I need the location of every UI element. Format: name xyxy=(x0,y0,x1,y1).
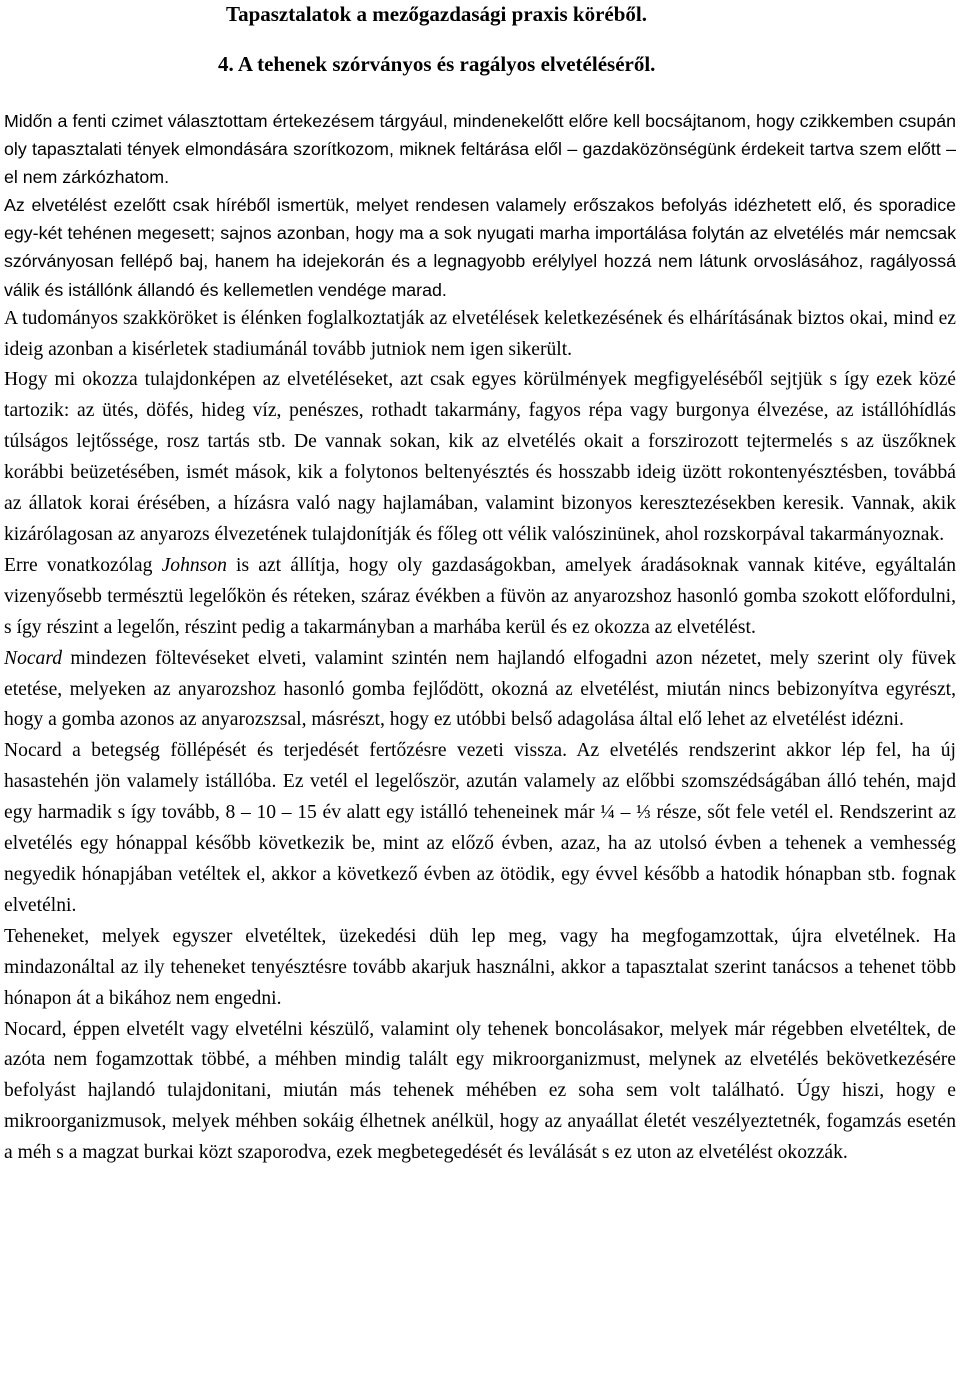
paragraph-6-rest: mindezen föltevéseket elveti, valamint szintén nem hajlandó elfogadni azon nézetet, mely szerint oly füvek etetése, melyeken az anyarozshoz hasonló gomba fejlődött, okozná az elvetélést, miután nincs bebizonyítva egyrészt, hogy a gomba azonos az anyarozszsal, másrészt, hogy ez utóbbi belső adagolása által elő lehet az elvetélést idézni. xyxy=(4,647,956,731)
paragraph-2: Az elvetélést ezelőtt csak híréből ismertük, melyet rendesen valamely erőszakos befolyás idézhetett elő, és sporadice egy-két tehénen megesett; sajnos azonban, hogy ma a sok nyugati marha importálása folytán az elvetélés már nemcsak szórványosan fellépő baj, hanem ha idejekorán és a legnagyobb erélylyel hozzá nem látunk orvoslásához, ragályossá válik és istállónk állandó és kellemetlen vendége marad. xyxy=(4,195,956,300)
paragraph-4: Hogy mi okozza tulajdonképen az elvetéléseket, azt csak egyes körülmények megfigyeléséből sejtjük s így ezek közé tartozik: az ütés, döfés, hideg víz, penészes, rothadt takarmány, fagyos répa vagy burgonya élvezése, az istállóhídlás túlságos lejtőssége, rosz tartás stb. De vannak sokan, kik az elvetélés okait a forszirozott tejtermelés s az üszőknek korábbi beüzetésében, ismét mások, kik a folytonos beltenyésztés és hosszabb ideig üzött rokontenyésztésben, továbbá az állatok korai érésében, a hízásra való nagy hajlamában, valamint bizonyos keresztezésekben keresik. Vannak, akik kizárólagosan az anyarozs élvezetének tulajdonítják és főleg ott vélik valószinünek, ahol rozskorpával takarmányoznak. xyxy=(4,369,956,545)
paragraph-5-rest: is azt állítja, hogy oly gazdaságokban, amelyek áradásoknak vannak kitéve, egyáltalán vizenyősebb természtü legelőkön és réteken, száraz évékben a füvön az anyarozshoz hasonló gomba szokott előfordulni, s így részint a legelőn, részint pedig a takarmányban a marhába kerül és ez okozza az elvetélést. xyxy=(4,554,956,638)
paragraph-9: Nocard, éppen elvetélt vagy elvetélni készülő, valamint oly tehenek boncolásakor, melyek már régebben elvetéltek, de azóta nem fogamzottak többé, a méhben mindig talált egy mikroorganizmust, melynek az elvetélés bekövetkezésére befolyást hajlandó tulajdonitani, miután más tehenek méhében ez soha sem volt található. Úgy hiszi, hogy e mikroorganizmusok, melyek méhben sokáig élhetnek anélkül, hogy az anyaállat életét veszélyeztetnék, fogamzás esetén a méh s a magzat burkai közt szaporodva, ezek megbetegedését és leválását s ez uton az elvetélést okozzák. xyxy=(4,1018,956,1164)
paragraph-1: Midőn a fenti czimet választottam értekezésem tárgyául, mindenekelőtt előre kell bocsájtanom, hogy czikkemben csupán oly tapasztalati tények elmondására szorítkozom, miknek feltárása elől – gazdaközönségünk érdekeit tartva szem előtt – el nem zárkózhatom. xyxy=(4,111,956,188)
paragraph-5 xyxy=(4,551,956,644)
paragraph-5-lead: Erre vonatkozólag xyxy=(4,554,162,576)
document-title: Tapasztalatok a mezőgazdasági praxis köréből. xyxy=(226,2,647,26)
paragraph-7: Nocard a betegség föllépését és terjedését fertőzésre vezeti vissza. Az elvetélés rendszerint akkor lép fel, ha új hasastehén jön valamely istállóba. Ez vetél el legelőször, azután valamely az előbbi szomszédságában álló tehén, majd egy harmadik s így tovább, 8 – 10 – 15 év alatt egy istálló teheneinek már ¼ – ⅓ része, sőt fele vetél el. Rendszerint az elvetélés egy hónappal később következik be, mint az előző évben, azaz, ha az utolsó évben a tehenek a vemhesség negyedik hónapjában vetéltek el, akkor a következő évben az ötödik, egy évvel később a hatodik hónapban stb. fognak elvetélni. xyxy=(4,740,956,916)
document-page xyxy=(4,0,956,1169)
document-body xyxy=(4,107,956,1169)
author-name-johnson: Johnson xyxy=(161,554,227,576)
document-subtitle: 4. A tehenek szórványos és ragályos elvetéléséről. xyxy=(218,52,656,76)
paragraph-3: A tudományos szakköröket is élénken foglalkoztatják az elvetélések keletkezésének és elhárításának biztos okai, mind ez ideig azonban a kisérletek stadiumánál tovább jutniok nem igen sikerült. xyxy=(4,307,956,360)
author-name-nocard: Nocard xyxy=(4,647,63,669)
paragraph-6 xyxy=(4,644,956,737)
paragraph-8: Teheneket, melyek egyszer elvetéltek, üzekedési düh lep meg, vagy ha megfogamzottak, újra elvetélnek. Ha mindazonáltal az ily teheneket tenyésztésre tovább akarjuk használni, akkor a tapasztalat szerint tanácsos a tehenet több hónapon át a bikához nem engedni. xyxy=(4,925,956,1009)
